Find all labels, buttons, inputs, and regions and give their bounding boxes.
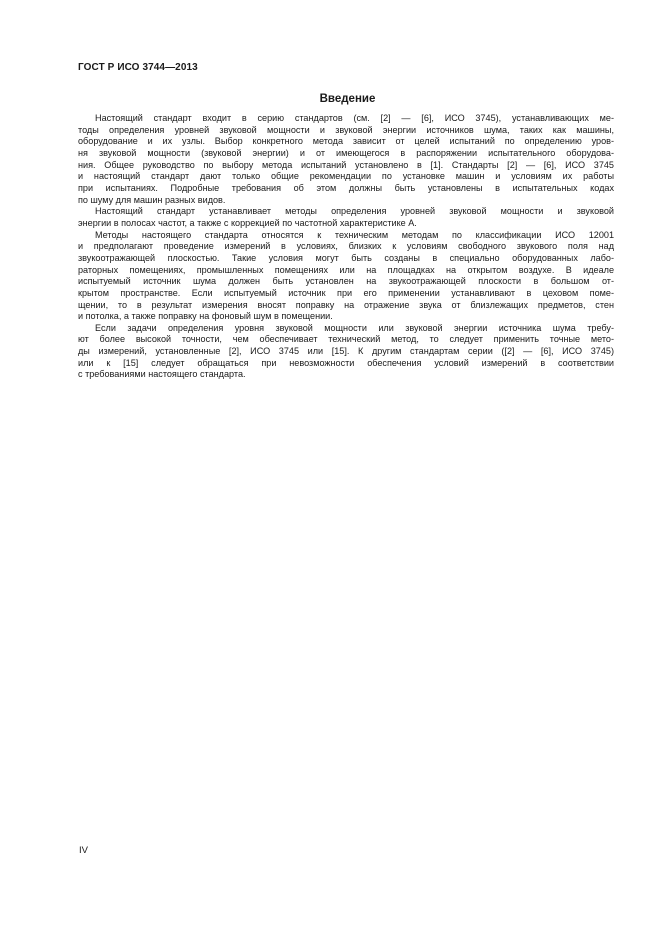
text-line: ня звуковой мощности (звуковой энергии) и от имеющегося в распоряжении испытательного оборудова- [78, 147, 614, 158]
text-line: по шуму для машин разных видов. [78, 194, 226, 205]
text-line: Настоящий стандарт устанавливает методы определения уровней звуковой мощности и звуковой [95, 206, 614, 217]
text-line: и настоящий стандарт дают только общие рекомендации по установке машин и условиям их работы [78, 171, 614, 182]
text-line: ния. Общее руководство по выбору метода испытаний установлено в [1]. Стандарты [2] — [6], ИСО 3745 [78, 159, 614, 170]
page-number: IV [79, 845, 88, 856]
paragraph [78, 230, 614, 323]
text-line: щении, то в результат измерения вносят поправку на отражение звука от близлежащих предметов, стен [78, 299, 614, 310]
body-text [78, 113, 614, 381]
text-line: раторных помещениях, промышленных помещениях или на площадках на открытом воздухе. В идеале [78, 264, 614, 275]
text-line: крытом пространстве. Если испытуемый источник при его применении устанавливают в цеховом поме- [78, 287, 614, 298]
paragraph [78, 113, 614, 206]
text-line: оборудование и их узлы. Выбор конкретного метода зависит от целей испытаний по определению уров- [78, 136, 614, 147]
text-line: испытуемый источник шума должен быть установлен на звукоотражающей плоскости в большом от- [78, 276, 614, 287]
text-line: ды измерений, установленные [2], ИСО 3745 или [15]. К другим стандартам серии ([2] — [6], ИСО 3745) [78, 346, 614, 357]
text-line: при испытаниях. Подробные требования об этом должны быть установлены в испытательных кодах [78, 182, 614, 193]
text-line: энергии в полосах частот, а также с коррекцией по частотной характеристике А. [78, 217, 417, 228]
text-line: Если задачи определения уровня звуковой мощности или звуковой энергии источника шума требу- [95, 322, 614, 333]
section-title: Введение [319, 93, 376, 105]
standard-designation: ГОСТ Р ИСО 3744—2013 [78, 62, 198, 73]
text-line: Методы настоящего стандарта относятся к техническим методам по классификации ИСО 12001 [95, 229, 614, 240]
text-line: и потолка, а также поправку на фоновый шум в помещении. [78, 311, 333, 322]
text-line: и предполагают проведение измерений в условиях, близких к условиям свободного звукового поля над [78, 241, 614, 252]
paragraph [78, 206, 614, 229]
text-line: с требованиями настоящего стандарта. [78, 369, 246, 380]
paragraph [78, 323, 614, 381]
text-line: тоды определения уровней звуковой мощности и звуковой энергии источников шума, таких как машины, [78, 124, 614, 135]
text-line: Настоящий стандарт входит в серию стандартов (см. [2] — [6], ИСО 3745), устанавливающих ме- [95, 113, 614, 123]
text-line: ют более высокой точности, чем обеспечивает технический метод, то следует применить точные мето- [78, 334, 614, 345]
text-line: звукоотражающей плоскостью. Такие условия могут быть созданы в специально оборудованных лабо- [78, 252, 614, 263]
text-line: или к [15] следует обращаться при невозможности обеспечения условий измерений в соответствии [78, 357, 614, 368]
